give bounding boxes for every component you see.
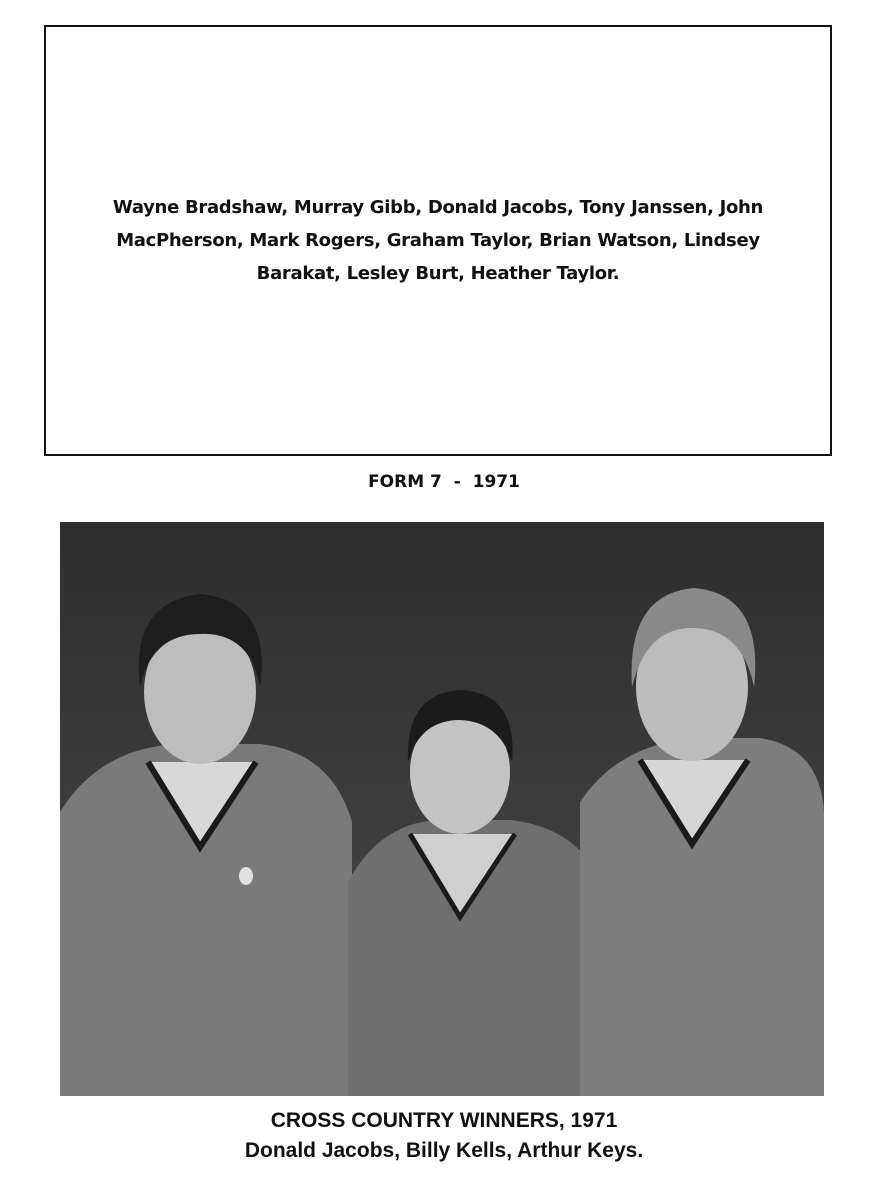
photo-illustration [60,522,824,1096]
cross-country-title: CROSS COUNTRY WINNERS, 1971 [270,1109,618,1132]
cross-country-names: Donald Jacobs, Billy Kells, Arthur Keys. [244,1139,644,1162]
cross-country-photo [60,522,824,1096]
form7-names-list: Wayne Bradshaw, Murray Gibb, Donald Jacobs, Tony Janssen, John MacPherson, Mark Rogers, Graham Taylor, Brian Watson, Lindsey Barakat, Lesley Burt, Heather Taylor. [112,197,764,284]
names-box [44,25,832,456]
form7-caption: FORM 7 - 1971 [368,472,520,492]
